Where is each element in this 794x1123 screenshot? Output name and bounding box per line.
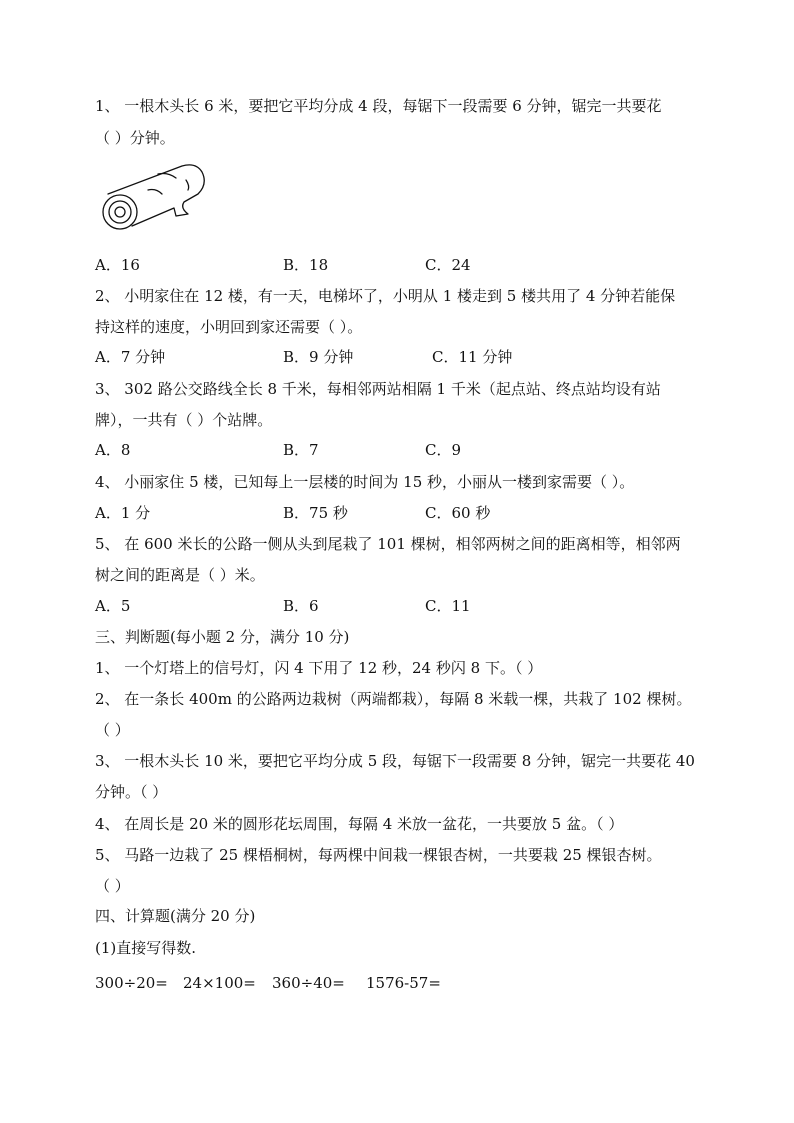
section-4-title: 四、计算题(满分 20 分) <box>95 907 256 925</box>
log-icon <box>98 160 213 235</box>
question-1-line-2: （ ）分钟。 <box>95 129 175 147</box>
question-1-line-1: 1、 一根木头长 6 米，要把它平均分成 4 段，每锯下一段需要 6 分钟，锯完一共要花 <box>95 97 662 115</box>
q1-option-a: A．16 <box>95 256 140 274</box>
question-3-line-2: 牌），一共有（ ）个站牌。 <box>95 411 273 429</box>
calc-expression-2: 24×100= <box>183 974 256 992</box>
judge-2-line-1: 2、 在一条长 400m 的公路两边栽树（两端都栽），每隔 8 米载一棵，共栽了 102 棵树。 <box>95 690 692 708</box>
question-2-line-1: 2、 小明家住在 12 楼，有一天，电梯坏了，小明从 1 楼走到 5 楼共用了 4 分钟若能保 <box>95 287 676 305</box>
question-5-line-1: 5、 在 600 米长的公路一侧从头到尾栽了 101 棵树，相邻两树之间的距离相等，相邻两 <box>95 535 681 553</box>
q2-option-a: A．7 分钟 <box>95 348 166 366</box>
judge-3-line-2: 分钟。（ ） <box>95 783 168 801</box>
section-4-subtitle: (1)直接写得数. <box>95 939 197 957</box>
q1-option-c: C．24 <box>425 256 471 274</box>
question-2-line-2: 持这样的速度，小明回到家还需要（ ）。 <box>95 318 363 336</box>
q5-option-c: C．11 <box>425 597 471 615</box>
q2-option-b: B．9 分钟 <box>283 348 354 366</box>
judge-4-line-1: 4、 在周长是 20 米的圆形花坛周围，每隔 4 米放一盆花，一共要放 5 盆。（ ） <box>95 815 624 833</box>
question-5-line-2: 树之间的距离是（ ）米。 <box>95 566 265 584</box>
question-3-line-1: 3、 302 路公交路线全长 8 千米，每相邻两站相隔 1 千米（起点站、终点站均设有站 <box>95 380 661 398</box>
q4-option-b: B．75 秒 <box>283 504 348 522</box>
judge-1-line-1: 1、 一个灯塔上的信号灯，闪 4 下用了 12 秒，24 秒闪 8 下。（ ） <box>95 659 543 677</box>
judge-5-line-2: （ ） <box>95 877 130 895</box>
calc-expression-4: 1576-57= <box>366 974 441 992</box>
q1-option-b: B．18 <box>283 256 329 274</box>
calc-expression-3: 360÷40= <box>272 974 345 992</box>
q4-option-c: C．60 秒 <box>425 504 491 522</box>
q3-option-b: B．7 <box>283 441 319 459</box>
q3-option-a: A．8 <box>95 441 131 459</box>
judge-5-line-1: 5、 马路一边栽了 25 棵梧桐树，每两棵中间栽一棵银杏树，一共要栽 25 棵银杏树。 <box>95 846 662 864</box>
section-3-title: 三、判断题(每小题 2 分，满分 10 分) <box>95 628 350 646</box>
q3-option-c: C．9 <box>425 441 462 459</box>
q5-option-b: B．6 <box>283 597 319 615</box>
q5-option-a: A．5 <box>95 597 131 615</box>
q2-option-c: C．11 分钟 <box>432 348 513 366</box>
calc-expression-1: 300÷20= <box>95 974 168 992</box>
question-4-line-1: 4、 小丽家住 5 楼，已知每上一层楼的时间为 15 秒，小丽从一楼到家需要（ ）。 <box>95 473 635 491</box>
judge-3-line-1: 3、 一根木头长 10 米，要把它平均分成 5 段，每锯下一段需要 8 分钟，锯完一共要花 40 <box>95 752 695 770</box>
judge-2-line-2: （ ） <box>95 721 130 739</box>
q4-option-a: A．1 分 <box>95 504 151 522</box>
